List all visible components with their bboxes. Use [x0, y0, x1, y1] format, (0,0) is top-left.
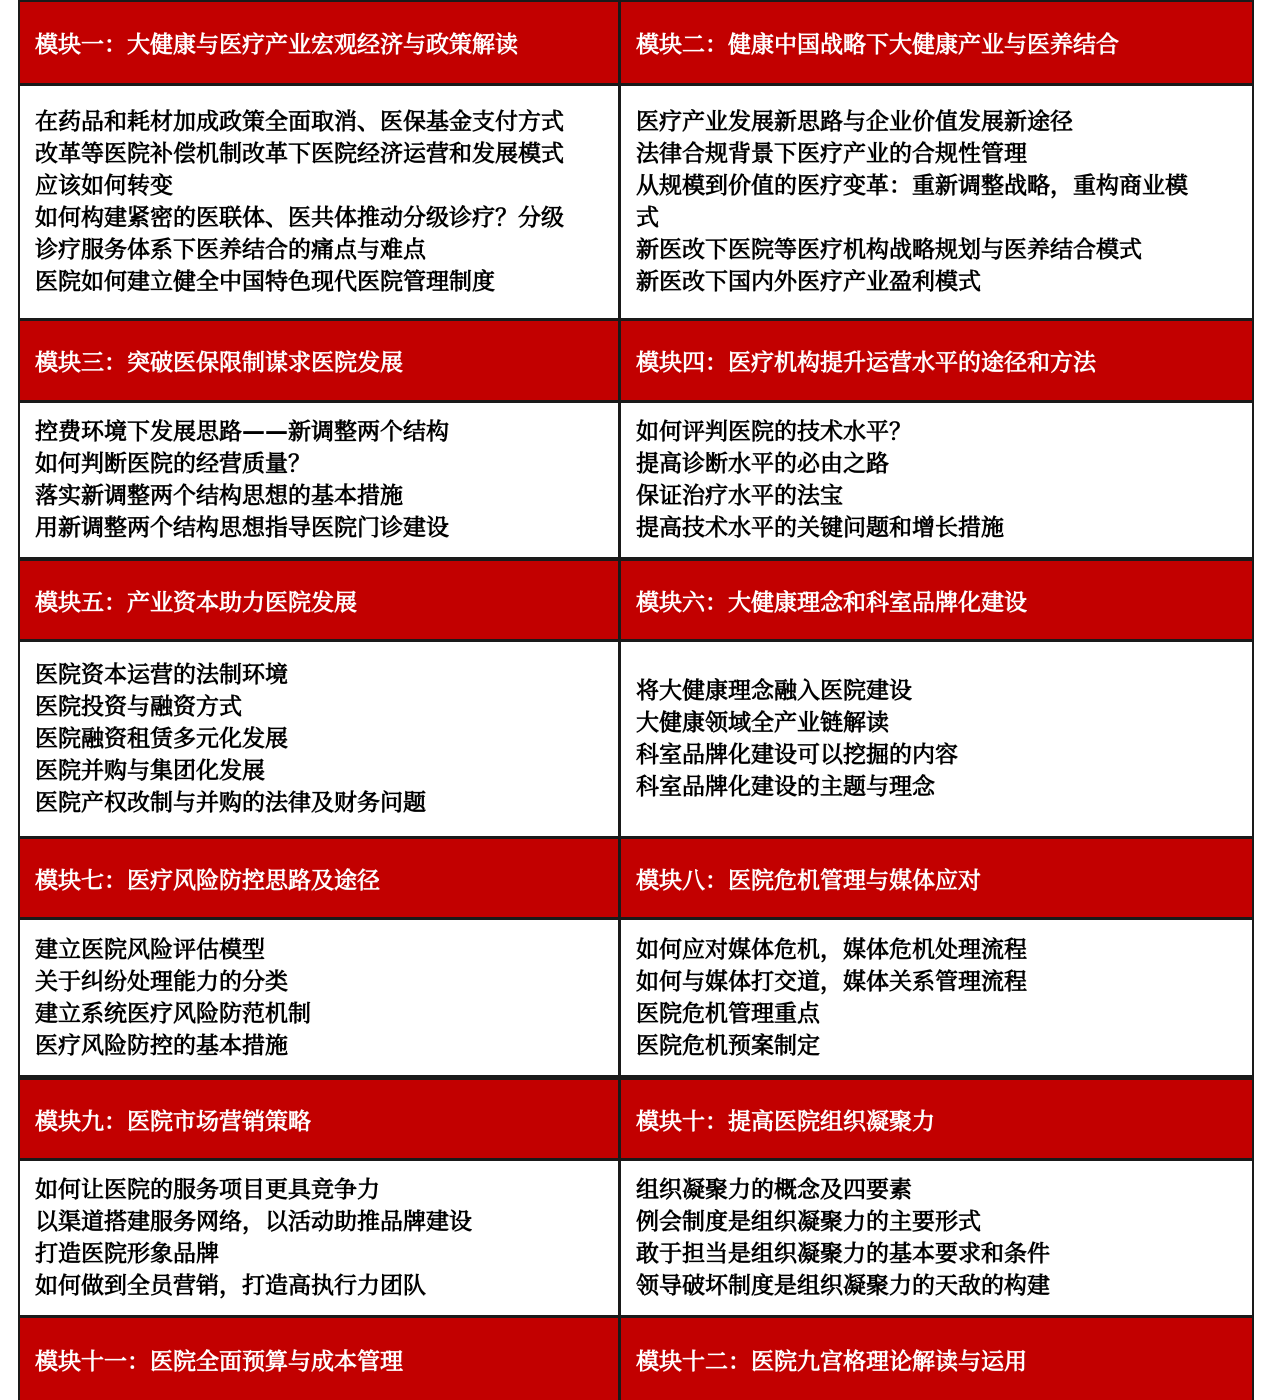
module-title: 模块十：提高医院组织凝聚力	[621, 1080, 1252, 1158]
module-item: 如何让医院的服务项目更具竞争力	[35, 1177, 380, 1203]
module-item: 医院如何建立健全中国特色现代医院管理制度	[35, 269, 495, 295]
module-content	[20, 920, 618, 1075]
module-item: 医疗风险防控的基本措施	[35, 1032, 288, 1059]
module-item: 科室品牌化建设可以挖掘的内容	[636, 742, 958, 768]
module-item: 关于纠纷处理能力的分类	[35, 968, 288, 995]
module-item: 在药品和耗材加成政策全面取消、医保基金支付方式	[35, 109, 564, 135]
module-content	[621, 642, 1252, 836]
module-item: 如何判断医院的经营质量？	[35, 451, 311, 477]
module-item: 打造医院形象品牌	[35, 1241, 219, 1267]
module-item: 如何做到全员营销，打造高执行力团队	[35, 1273, 426, 1299]
module-content	[621, 86, 1252, 318]
module-title: 模块四：医疗机构提升运营水平的途径和方法	[621, 321, 1252, 400]
module-title: 模块二：健康中国战略下大健康产业与医养结合	[621, 2, 1252, 83]
module-content	[621, 1161, 1252, 1315]
module-content	[20, 1161, 618, 1315]
module-content	[20, 86, 618, 318]
module-item: 将大健康理念融入医院建设	[636, 678, 912, 704]
module-item: 科室品牌化建设的主题与理念	[636, 774, 935, 800]
module-title: 模块一：大健康与医疗产业宏观经济与政策解读	[20, 2, 618, 83]
module-title: 模块十一：医院全面预算与成本管理	[20, 1318, 618, 1400]
module-item: 大健康领域全产业链解读	[636, 710, 889, 736]
module-item: 医疗产业发展新思路与企业价值发展新途径	[636, 109, 1073, 135]
module-title: 模块六：大健康理念和科室品牌化建设	[621, 561, 1252, 639]
module-item: 如何应对媒体危机，媒体危机处理流程	[636, 936, 1027, 963]
module-item: 法律合规背景下医疗产业的合规性管理	[636, 141, 1027, 167]
module-item: 用新调整两个结构思想指导医院门诊建设	[35, 515, 449, 541]
module-content	[621, 920, 1252, 1075]
module-item: 诊疗服务体系下医养结合的痛点与难点	[35, 237, 426, 263]
module-item: 落实新调整两个结构思想的基本措施	[35, 483, 403, 509]
module-item: 从规模到价值的医疗变革：重新调整战略，重构商业模	[636, 173, 1188, 199]
module-title: 模块七：医疗风险防控思路及途径	[20, 839, 618, 917]
module-item: 医院投资与融资方式	[35, 694, 242, 720]
module-item: 医院危机预案制定	[636, 1032, 820, 1059]
module-content	[20, 403, 618, 557]
module-item: 保证治疗水平的法宝	[636, 483, 843, 509]
module-item: 医院产权改制与并购的法律及财务问题	[35, 790, 426, 816]
module-item: 医院资本运营的法制环境	[35, 662, 288, 688]
module-item: 如何构建紧密的医联体、医共体推动分级诊疗？分级	[35, 205, 564, 231]
module-item: 建立系统医疗风险防范机制	[35, 1000, 311, 1027]
module-item: 提高诊断水平的必由之路	[636, 451, 889, 477]
module-item: 如何评判医院的技术水平？	[636, 419, 912, 445]
module-item: 新医改下医院等医疗机构战略规划与医养结合模式	[636, 237, 1142, 263]
module-content	[621, 403, 1252, 557]
module-item: 式	[636, 205, 659, 231]
module-item: 敢于担当是组织凝聚力的基本要求和条件	[636, 1241, 1050, 1267]
module-item: 如何与媒体打交道，媒体关系管理流程	[636, 968, 1027, 995]
module-item: 组织凝聚力的概念及四要素	[636, 1177, 912, 1203]
module-item: 建立医院风险评估模型	[35, 936, 265, 963]
module-table	[18, 0, 1254, 1400]
module-title: 模块九：医院市场营销策略	[20, 1080, 618, 1158]
module-item: 以渠道搭建服务网络，以活动助推品牌建设	[35, 1209, 472, 1235]
module-item: 提高技术水平的关键问题和增长措施	[636, 515, 1004, 541]
module-item: 例会制度是组织凝聚力的主要形式	[636, 1209, 981, 1235]
module-item: 改革等医院补偿机制改革下医院经济运营和发展模式	[35, 141, 564, 167]
module-content	[20, 642, 618, 836]
module-item: 应该如何转变	[35, 173, 173, 199]
module-item: 医院并购与集团化发展	[35, 758, 265, 784]
module-title: 模块三：突破医保限制谋求医院发展	[20, 321, 618, 400]
module-title: 模块五：产业资本助力医院发展	[20, 561, 618, 639]
module-item: 医院融资租赁多元化发展	[35, 726, 288, 752]
module-item: 控费环境下发展思路——新调整两个结构	[35, 419, 449, 445]
module-title: 模块八：医院危机管理与媒体应对	[621, 839, 1252, 917]
module-title: 模块十二：医院九宫格理论解读与运用	[621, 1318, 1252, 1400]
module-item: 医院危机管理重点	[636, 1000, 820, 1027]
module-item: 领导破坏制度是组织凝聚力的天敌的构建	[636, 1273, 1050, 1299]
module-item: 新医改下国内外医疗产业盈利模式	[636, 269, 981, 295]
